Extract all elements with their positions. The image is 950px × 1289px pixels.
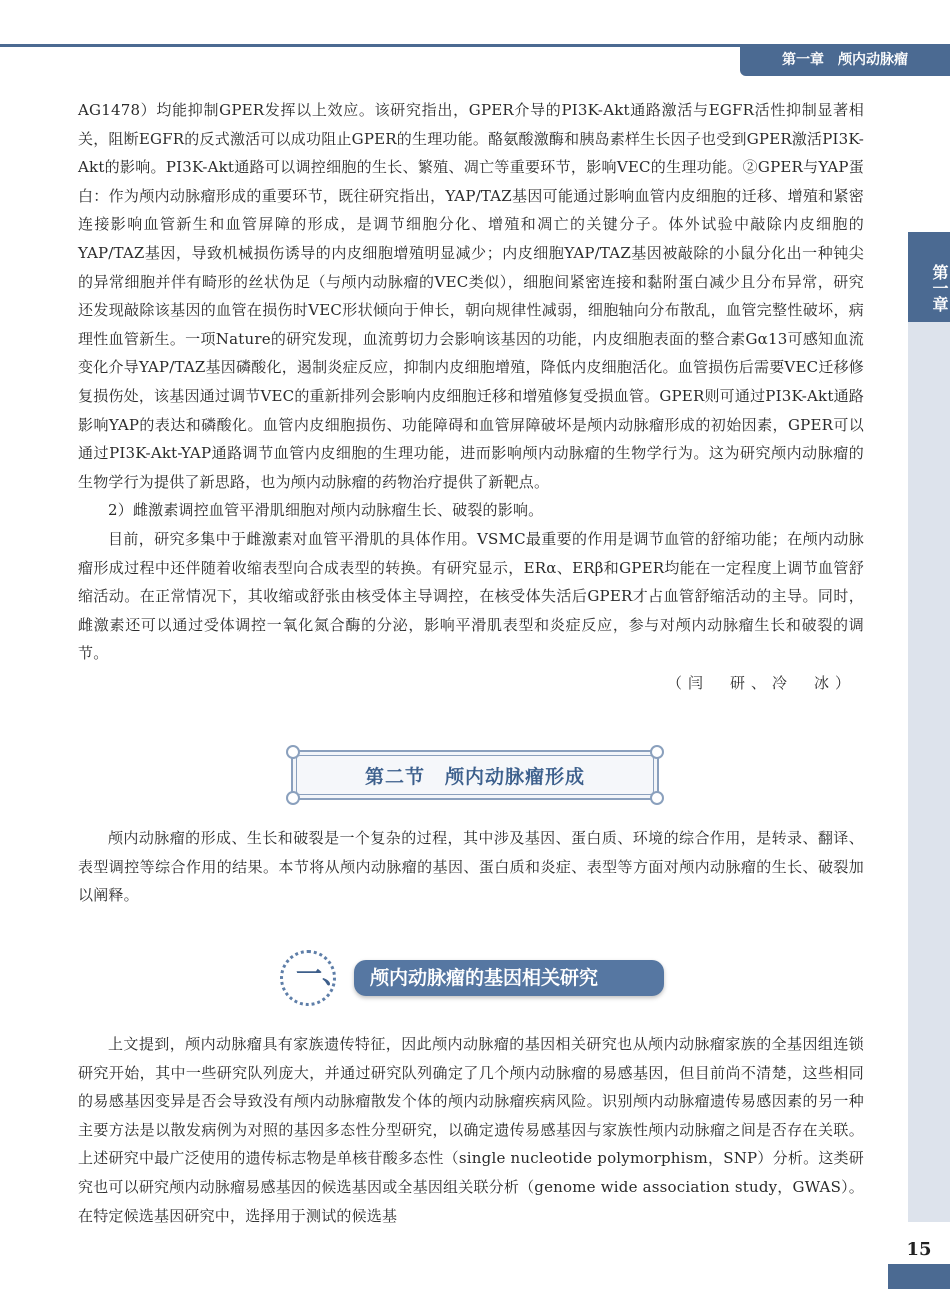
side-bar-decoration bbox=[908, 322, 950, 1222]
subsection-title: 颅内动脉瘤的基因相关研究 bbox=[354, 960, 664, 996]
upper-text-block bbox=[78, 96, 864, 693]
lower-text-block bbox=[78, 1030, 864, 1230]
section-title: 第二节 颅内动脉瘤形成 bbox=[296, 755, 654, 795]
bottom-paragraph: 上文提到，颅内动脉瘤具有家族遗传特征，因此颅内动脉瘤的基因相关研究也从颅内动脉瘤家族的全基因组连锁研究开始，其中一些研究队列庞大，并通过研究队列确定了几个颅内动脉瘤的易感基因，但目前尚不清楚，这些相同的易感基因变异是否会导致没有颅内动脉瘤散发个体的颅内动脉瘤疾病风险。识别颅内动脉瘤遗传易感因素的另一种主要方法是以散发病例为对照的基因多态性分型研究，以确定遗传易感基因与家族性颅内动脉瘤之间是否存在关联。上述研究中最广泛使用的遗传标志物是单核苷酸多态性（single nucleotide polymorphism，SNP）分析。这类研究也可以研究颅内动脉瘤易感基因的候选基因或全基因组关联分析（genome wide association study，GWAS）。在特定候选基因研究中，选择用于测试的候选基 bbox=[78, 1035, 864, 1225]
section-intro-block bbox=[78, 824, 864, 910]
item2-heading: 2）雌激素调控血管平滑肌细胞对颅内动脉瘤生长、破裂的影响。 bbox=[108, 501, 544, 520]
section-intro: 颅内动脉瘤的形成、生长和破裂是一个复杂的过程，其中涉及基因、蛋白质、环境的综合作用，是转录、翻译、表型调控等综合作用的结果。本节将从颅内动脉瘤的基因、蛋白质和炎症、表型等方面对颅内动脉瘤的生长、破裂加以阐释。 bbox=[78, 829, 864, 905]
subsection-heading bbox=[280, 950, 670, 1006]
authors: （闫 研、冷 冰） bbox=[666, 673, 856, 692]
corner-ornament bbox=[286, 745, 300, 759]
item2-paragraph: 目前，研究多集中于雌激素对血管平滑肌的具体作用。VSMC最重要的作用是调节血管的舒缩功能；在颅内动脉瘤形成过程中还伴随着收缩表型向合成表型的转换。有研究显示，ERα、ERβ和GPER均能在一定程度上调节血管舒缩活动。在正常情况下，其收缩或舒张由核受体主导调控，在核受体失活后GPER才占血管舒缩活动的主导。同时，雌激素还可以通过受体调控一氧化氮合酶的分泌，影响平滑肌表型和炎症反应，参与对颅内动脉瘤生长和破裂的调节。 bbox=[78, 529, 864, 663]
corner-ornament bbox=[286, 791, 300, 805]
chapter-header-tab: 第一章 颅内动脉瘤 bbox=[740, 44, 950, 76]
corner-ornament bbox=[650, 791, 664, 805]
top-paragraph: AG1478）均能抑制GPER发挥以上效应。该研究指出，GPER介导的PI3K-Akt通路激活与EGFR活性抑制显著相关，阻断EGFR的反式激活可以成功阻止GPER的生理功能。酪氨酸激酶和胰岛素样生长因子也受到GPER激活PI3K-Akt的影响。PI3K-Akt通路可以调控细胞的生长、繁殖、凋亡等重要环节，影响VEC的生理功能。②GPER与YAP蛋白：作为颅内动脉瘤形成的重要环节，既往研究指出，YAP/TAZ基因可能通过影响血管内皮细胞的迁移、增殖和紧密连接影响血管新生和血管屏障的形成，是调节细胞分化、增殖和凋亡的关键分子。体外试验中敲除内皮细胞的YAP/TAZ基因，导致机械损伤诱导的内皮细胞增殖明显减少；内皮细胞YAP/TAZ基因被敲除的小鼠分化出一种钝尖的异常细胞并伴有畸形的丝状伪足（与颅内动脉瘤的VEC类似），细胞间紧密连接和黏附蛋白减少且分布异常，研究还发现敲除该基因的血管在损伤时VEC形状倾向于伸长，朝向规律性减弱，细胞轴向分布散乱，血管完整性破坏，病理性血管新生。一项Nature的研究发现，血流剪切力会影响该基因的功能，内皮细胞表面的整合素Gα13可感知血流变化介导YAP/TAZ基因磷酸化，遏制炎症反应，抑制内皮细胞增殖，降低内皮细胞活化。血管损伤后需要VEC迁移修复损伤处，该基因通过调节VEC的重新排列会影响内皮细胞迁移和增殖修复受损血管。GPER则可通过PI3K-Akt通路影响YAP的表达和磷酸化。血管内皮细胞损伤、功能障碍和血管屏障破坏是颅内动脉瘤形成的初始因素，GPER可以通过PI3K-Akt-YAP通路调节血管内皮细胞的生理功能，进而影响颅内动脉瘤的生物学行为。这为研究颅内动脉瘤的生物学行为提供了新思路，也为颅内动脉瘤的药物治疗提供了新靶点。 bbox=[78, 101, 864, 491]
chapter-side-tab: 第一章 bbox=[908, 232, 950, 322]
corner-ornament bbox=[650, 745, 664, 759]
page-number: 15 bbox=[906, 1239, 932, 1260]
page-number-bar bbox=[888, 1264, 950, 1289]
section-heading-box bbox=[291, 750, 659, 800]
subsection-number: 一、 bbox=[296, 960, 349, 990]
